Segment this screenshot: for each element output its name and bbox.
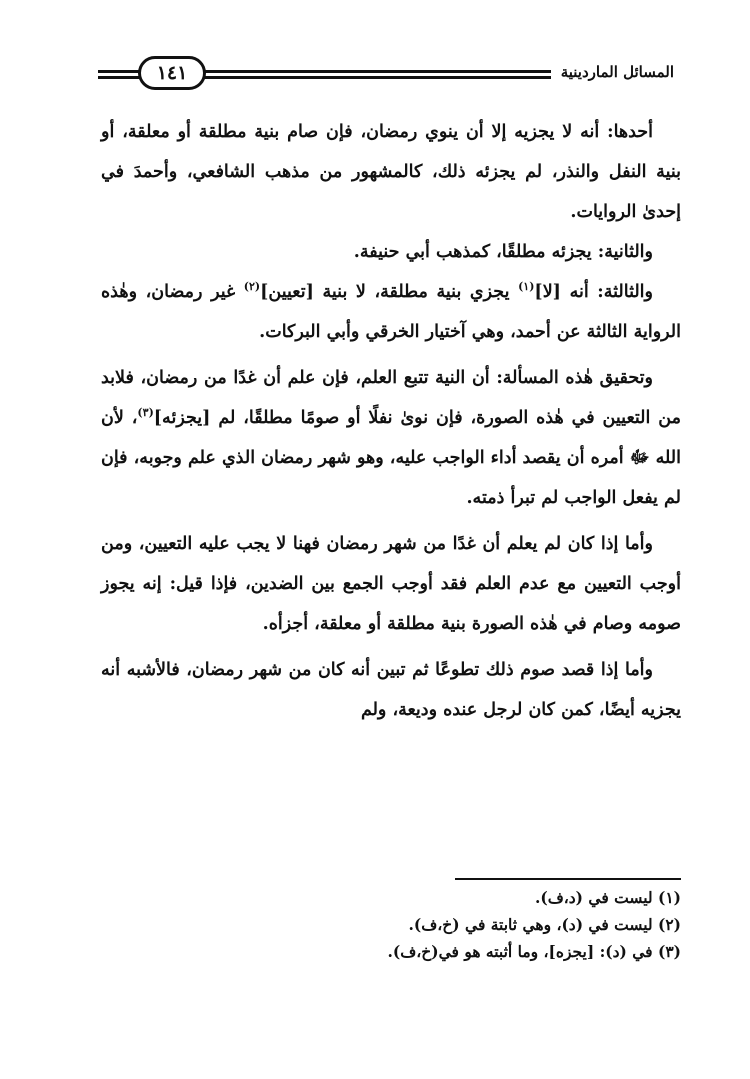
footnote-ref-2[interactable]: (٢) <box>243 280 261 294</box>
paragraph-4 <box>101 358 681 518</box>
paragraph-text: وتحقيق هٰذه المسألة: أن النية تتبع العلم، فإن علم أن غدًا من رمضان، فلابد من التعيين في هٰذه الصورة، فإن نوىٰ نفلًا أو صومًا مطلقًا، لم [يجزئه] <box>101 368 681 428</box>
paragraph-text: أحدها: أنه لا يجزيه إلا أن ينوي رمضان، فإن صام بنية مطلقة أو معلقة، أو بنية النفل والنذر، لم يجزئه ذلك، كالمشهور من مذهب الشافعي، وأحمدَ في إحدىٰ الروايات. <box>101 122 681 222</box>
paragraph-1 <box>101 112 681 232</box>
paragraph-text: والثانية: يجزئه مطلقًا، كمذهب أبي حنيفة. <box>353 242 653 262</box>
main-text <box>101 112 681 730</box>
footnote-ref-3[interactable]: (٣) <box>137 406 154 420</box>
paragraph-text: غير رمضان، وهٰذه الرواية الثالثة عن أحمد، وهي آختيار الخرقي وأبي البركات. <box>101 282 681 342</box>
running-title: المسائل الماردينية <box>551 58 680 86</box>
paragraph-3 <box>101 272 681 352</box>
paragraph-6 <box>101 650 681 730</box>
paragraph-text: ، لأن الله ﷻ أمره أن يقصد أداء الواجب عليه، وهو شهر رمضان الذي علم وجوبه، فإن لم يفعل الواجب لم تبرأ ذمته. <box>101 408 681 508</box>
paragraph-5 <box>101 524 681 644</box>
paragraph-text: وأما إذا كان لم يعلم أن غدًا من شهر رمضان فهنا لا يجب عليه التعيين، ومن أوجب التعيين مع عدم العلم فقد أوجب الجمع بين الضدين، فإذا قيل: إنه يجوز صومه وصام في هٰذه الصورة بنية مطلقة أو معلقة، أجزأه. <box>101 534 681 634</box>
footnote-separator <box>455 878 681 880</box>
footnote-2: (٢) ليست في (د)، وهي ثابتة في (خ،ف). <box>408 915 681 934</box>
footnote-1: (١) ليست في (د،ف). <box>534 888 681 907</box>
paragraph-text: والثالثة: أنه [لا] <box>534 282 653 302</box>
footnote-ref-1[interactable]: (١) <box>518 280 535 294</box>
page-number: ١٤١ <box>138 56 206 90</box>
paragraph-text: يجزي بنية مطلقة، لا بنية [تعيين] <box>260 282 519 302</box>
paragraph-text: وأما إذا قصد صوم ذلك تطوعًا ثم تبين أنه كان من شهر رمضان، فالأشبه أنه يجزيه أيضًا، كمن كان لرجل عنده وديعة، ولم <box>101 660 681 720</box>
footnotes <box>200 884 681 965</box>
paragraph-2 <box>101 232 681 272</box>
page-header <box>98 56 680 96</box>
footnote-3: (٣) في (د): [يجزه]، وما أثبته هو في(خ،ف). <box>387 942 681 961</box>
